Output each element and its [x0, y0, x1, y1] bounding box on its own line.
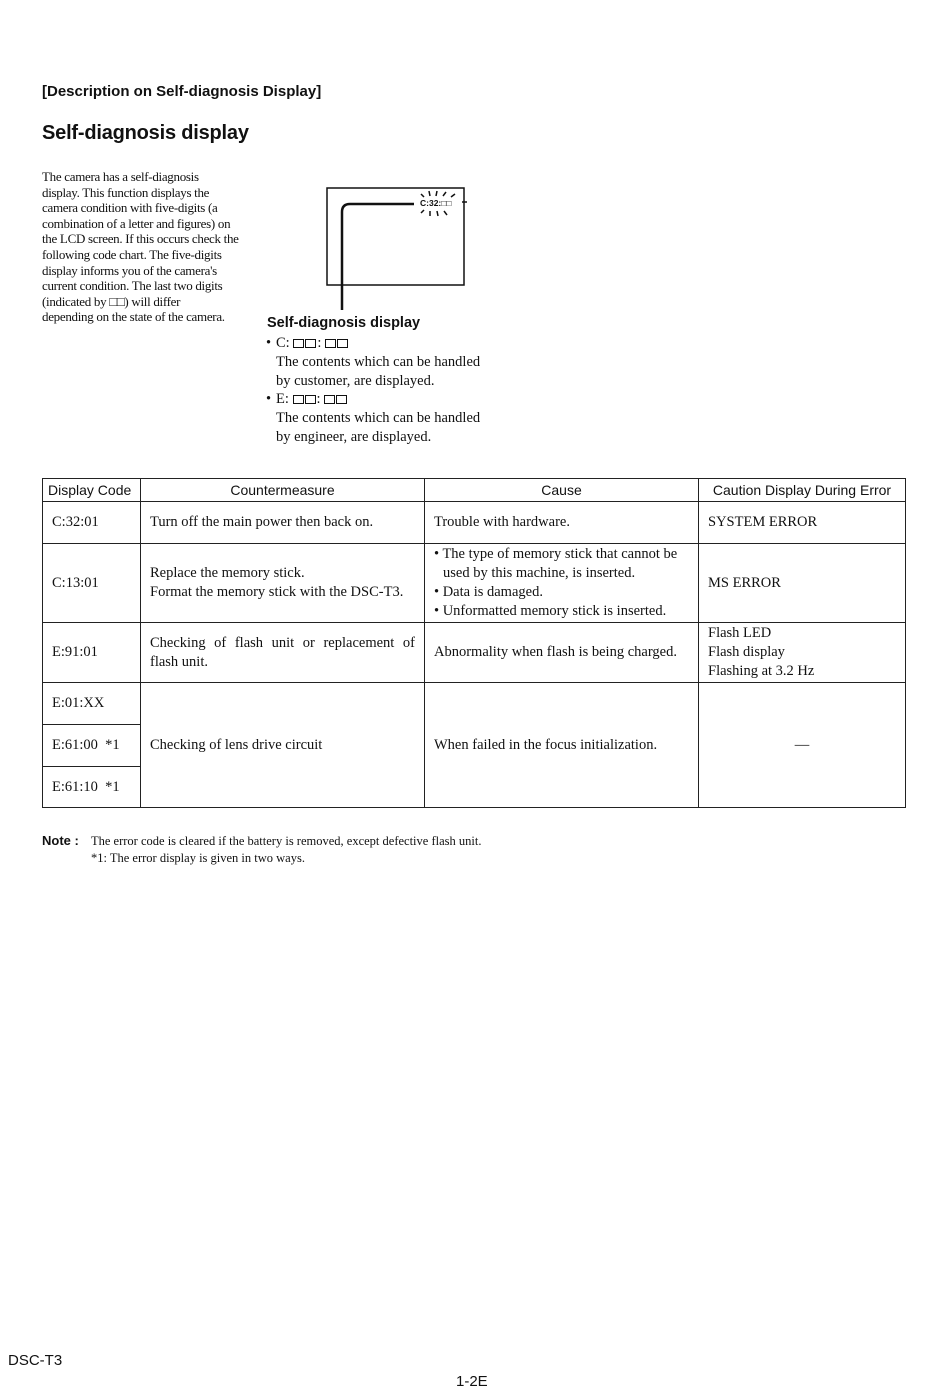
- legend-desc: by engineer, are displayed.: [276, 428, 432, 445]
- digit-box-icon: [305, 339, 316, 348]
- note-label: Note :: [42, 833, 79, 848]
- intro-line: The camera has a self-diagnosis: [42, 169, 199, 184]
- intro-paragraph: [42, 169, 274, 325]
- lcd-screen-diagram: [318, 182, 478, 312]
- legend-code: E: :: [276, 390, 526, 409]
- intro-line: camera condition with five-digits (a: [42, 200, 218, 216]
- digit-box-icon: [293, 339, 304, 348]
- caution-cell: —: [699, 683, 906, 808]
- legend-item-c: [266, 334, 526, 390]
- intro-line: the LCD screen. If this occurs check the: [42, 231, 239, 247]
- table-row: [43, 544, 906, 623]
- self-diagnosis-code-table: [42, 478, 906, 808]
- caution-line: Flash LED: [708, 625, 772, 642]
- caution-cell: [699, 623, 906, 683]
- lcd-code-text: C:32:□□: [420, 198, 452, 208]
- intro-line: combination of a letter and figures) on: [42, 215, 231, 231]
- cause-bullet: • Data is damaged.: [434, 584, 543, 600]
- code-legend: [266, 334, 526, 447]
- footer-model: DSC-T3: [8, 1352, 63, 1369]
- countermeasure-line: Replace the memory stick.: [150, 565, 305, 582]
- digit-box-icon: [324, 395, 335, 404]
- digit-box-icon: [325, 339, 336, 348]
- cause-bullet: • Unformatted memory stick is inserted.: [434, 602, 667, 619]
- legend-code: C: :: [276, 334, 526, 353]
- column-header: Countermeasure: [141, 479, 425, 502]
- display-code-cell: E:01:XX: [43, 683, 141, 725]
- page-title: Self-diagnosis display: [42, 122, 249, 144]
- intro-line: current condition. The last two digits: [42, 278, 223, 294]
- column-header: Display Code: [43, 479, 141, 502]
- intro-line: (indicated by □□) will differ: [42, 293, 181, 309]
- countermeasure-cell: Turn off the main power then back on.: [141, 502, 425, 544]
- table-row: [43, 683, 906, 725]
- countermeasure-cell: [141, 544, 425, 623]
- note-line: *1: The error display is given in two ways.: [91, 851, 305, 865]
- legend-item-e: [266, 390, 526, 446]
- cause-bullet: • The type of memory stick that cannot be used by this machine, is inserted.: [434, 546, 678, 582]
- section-heading: [Description on Self-diagnosis Display]: [42, 83, 322, 100]
- display-code-cell: C:32:01: [43, 502, 141, 544]
- legend-desc: The contents which can be handled: [276, 353, 481, 370]
- note-text: [91, 833, 481, 867]
- caution-line: Flashing at 3.2 Hz: [708, 662, 815, 679]
- intro-line: display informs you of the camera's: [42, 262, 217, 278]
- display-code-cell: E:61:00 *1: [43, 725, 141, 767]
- countermeasure-cell: Checking of flash unit or replacement of flash unit.: [141, 623, 425, 683]
- table-row: [43, 623, 906, 683]
- intro-line: depending on the state of the camera.: [42, 309, 225, 325]
- cause-cell: Abnormality when flash is being charged.: [425, 623, 699, 683]
- digit-box-icon: [293, 395, 304, 404]
- cause-cell: Trouble with hardware.: [425, 502, 699, 544]
- footer-page-number: 1-2E: [456, 1373, 488, 1390]
- cause-cell: When failed in the focus initialization.: [425, 683, 699, 808]
- intro-line: display. This function displays the: [42, 184, 210, 200]
- note-line: The error code is cleared if the battery is removed, except defective flash unit.: [91, 834, 482, 848]
- digit-box-icon: [336, 395, 347, 404]
- bullet-icon: •: [266, 391, 272, 408]
- table-row: [43, 502, 906, 544]
- legend-desc: The contents which can be handled: [276, 410, 481, 427]
- countermeasure-cell: Checking of lens drive circuit: [141, 683, 425, 808]
- display-code-cell: E:61:10 *1: [43, 767, 141, 808]
- table-header-row: [43, 479, 906, 502]
- caution-line: Flash display: [708, 644, 785, 661]
- diagram-caption: Self-diagnosis display: [267, 315, 421, 331]
- cause-cell: [425, 544, 699, 623]
- digit-box-icon: [337, 339, 348, 348]
- caution-cell: SYSTEM ERROR: [699, 502, 906, 544]
- column-header: Caution Display During Error: [699, 479, 906, 502]
- countermeasure-line: Format the memory stick with the DSC-T3.: [150, 584, 404, 600]
- column-header: Cause: [425, 479, 699, 502]
- display-code-cell: E:91:01: [43, 623, 141, 683]
- caution-cell: MS ERROR: [699, 544, 906, 623]
- legend-desc: by customer, are displayed.: [276, 372, 435, 389]
- digit-box-icon: [305, 395, 316, 404]
- bullet-icon: •: [266, 335, 272, 351]
- display-code-cell: C:13:01: [43, 544, 141, 623]
- intro-line: following code chart. The five-digits: [42, 246, 222, 262]
